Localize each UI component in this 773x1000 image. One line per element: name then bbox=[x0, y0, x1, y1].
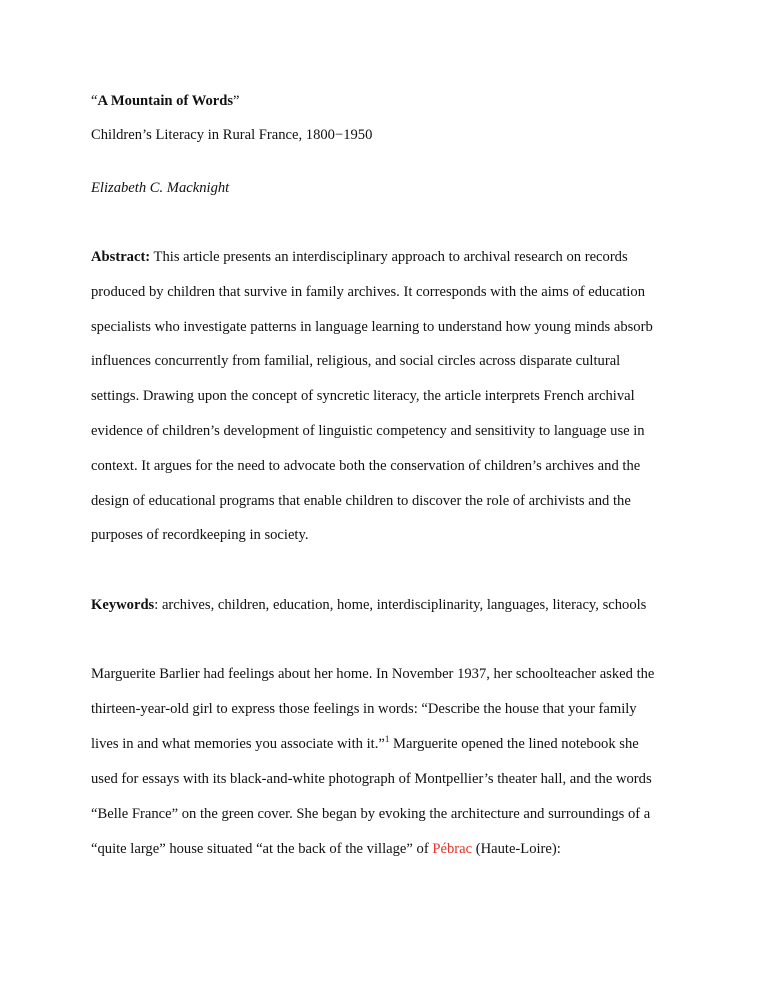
abstract-line: design of educational programs that enable children to discover the role of archivists and the bbox=[91, 493, 631, 509]
abstract-line: specialists who investigate patterns in language learning to understand how young minds absorb bbox=[91, 319, 653, 335]
keywords-line bbox=[91, 596, 646, 614]
body-line: “Belle France” on the green cover. She began by evoking the architecture and surroundings of a bbox=[91, 806, 651, 822]
body-line: thirteen-year-old girl to express those feelings in words: “Describe the house that your family bbox=[91, 701, 637, 717]
body-line-text: lives in and what memories you associate with it.” bbox=[91, 736, 385, 752]
abstract-line: produced by children that survive in family archives. It corresponds with the aims of education bbox=[91, 284, 645, 300]
title-close-quote: ” bbox=[233, 93, 240, 109]
body-line-text: “quite large” house situated “at the back of the village” of bbox=[91, 841, 433, 857]
body-line-text: Marguerite opened the lined notebook she bbox=[389, 736, 639, 752]
abstract-line: influences concurrently from familial, religious, and social circles across disparate cultural bbox=[91, 353, 621, 369]
abstract-line: context. It argues for the need to advocate both the conservation of children’s archives and the bbox=[91, 458, 641, 474]
article-title bbox=[91, 92, 240, 110]
abstract-label: Abstract: bbox=[91, 249, 151, 265]
article-author: Elizabeth C. Macknight bbox=[91, 180, 230, 196]
abstract-line: purposes of recordkeeping in society. bbox=[91, 527, 309, 543]
article-title-text: A Mountain of Words bbox=[97, 93, 234, 109]
footnote-reference[interactable]: 1 bbox=[384, 734, 390, 744]
body-line: used for essays with its black-and-white photograph of Montpellier’s theater hall, and the words bbox=[91, 771, 652, 787]
body-line: Marguerite Barlier had feelings about her home. In November 1937, her schoolteacher asked the bbox=[91, 666, 655, 682]
article-subtitle: Children’s Literacy in Rural France, 1800−1950 bbox=[91, 127, 373, 143]
body-line bbox=[91, 840, 561, 858]
abstract-line: evidence of children’s development of linguistic competency and sensitivity to language use in bbox=[91, 423, 645, 439]
abstract-line-text: This article presents an interdisciplinary approach to archival research on records bbox=[150, 249, 628, 265]
body-line bbox=[91, 735, 639, 754]
keywords-label: Keywords bbox=[91, 597, 155, 613]
abstract-line: settings. Drawing upon the concept of syncretic literacy, the article interprets French archival bbox=[91, 388, 635, 404]
body-line-text: (Haute-Loire): bbox=[472, 841, 561, 857]
keywords-text: : archives, children, education, home, interdisciplinarity, languages, literacy, schools bbox=[154, 597, 647, 613]
pebrac-link[interactable]: Pébrac bbox=[432, 841, 473, 857]
abstract-line bbox=[91, 248, 628, 266]
title-open-quote: “ bbox=[91, 93, 98, 109]
